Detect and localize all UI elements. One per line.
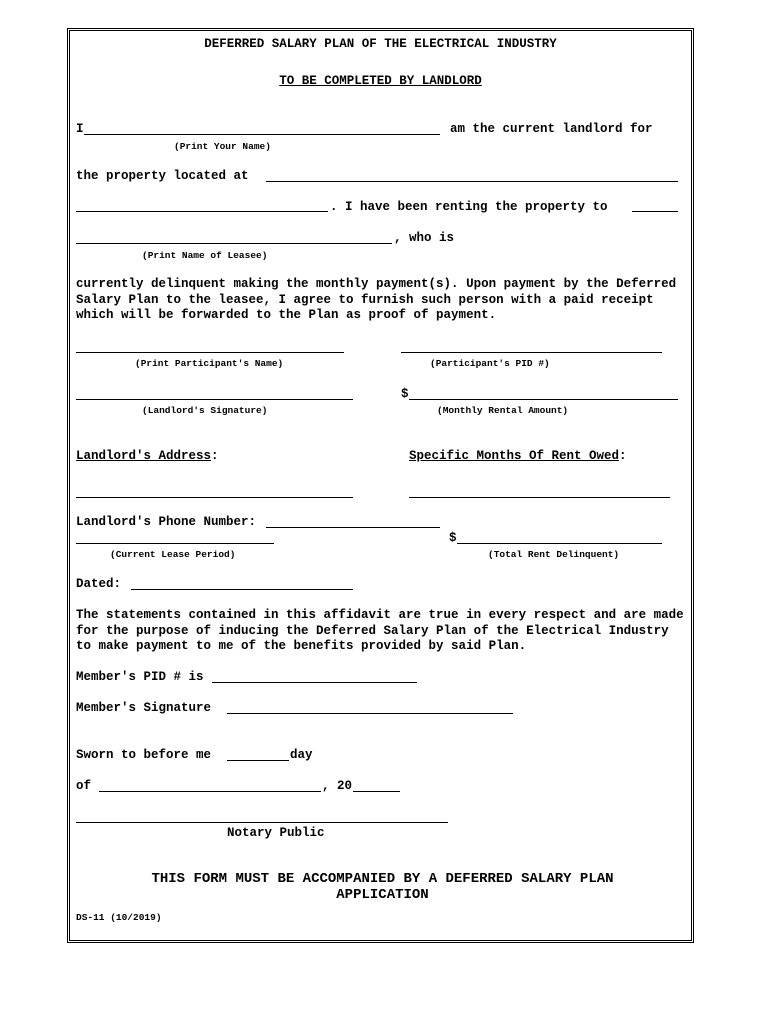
member-signature-field[interactable] — [227, 713, 513, 714]
member-signature-label: Member's Signature — [76, 701, 212, 715]
landlord-phone-label: Landlord's Phone Number: — [76, 515, 257, 529]
form-id: DS-11 (10/2019) — [76, 912, 162, 923]
participant-pid-label: (Participant's PID #) — [430, 358, 550, 369]
address-colon: : — [211, 449, 219, 463]
print-lessee-label: (Print Name of Leasee) — [142, 250, 268, 261]
monthly-rental-label: (Monthly Rental Amount) — [437, 405, 569, 416]
landlord-address-field[interactable] — [76, 497, 353, 498]
affidavit-paragraph: The statements contained in this affidavit are true in every respect and are made for the purpose of inducing the Deferred Salary Plan of the Electrical Industry to make payment to me of the benefits provided by said Plan. — [76, 608, 684, 653]
total-dollar-sign: $ — [449, 531, 457, 545]
of-label: of — [76, 779, 92, 793]
landlord-name-field[interactable] — [84, 134, 440, 135]
dated-label: Dated: — [76, 577, 122, 591]
sworn-day-field[interactable] — [227, 760, 289, 761]
participant-name-field[interactable] — [76, 352, 344, 353]
renting-text: . I have been renting the property to — [330, 200, 608, 214]
form-title: DEFERRED SALARY PLAN OF THE ELECTRICAL INDUSTRY — [204, 37, 557, 51]
notary-signature-field[interactable] — [76, 822, 448, 823]
print-your-name-label: (Print Your Name) — [174, 141, 271, 152]
lessee-name-field[interactable] — [76, 243, 392, 244]
landlord-signature-label: (Landlord's Signature) — [142, 405, 268, 416]
months-owed-label: Specific Months Of Rent Owed — [409, 449, 620, 463]
property-address-field[interactable] — [266, 181, 678, 182]
monthly-dollar-sign: $ — [401, 387, 409, 401]
participant-name-label: (Print Participant's Name) — [135, 358, 284, 369]
lease-period-label: (Current Lease Period) — [110, 549, 236, 560]
landlord-phone-field[interactable] — [266, 527, 440, 528]
renting-to-field[interactable] — [632, 211, 678, 212]
form-subtitle: TO BE COMPLETED BY LANDLORD — [279, 74, 482, 88]
dated-field[interactable] — [131, 589, 353, 590]
total-delinquent-label: (Total Rent Delinquent) — [488, 549, 620, 560]
months-owed-field[interactable] — [409, 497, 670, 498]
current-landlord-text: am the current landlord for — [450, 122, 653, 136]
landlord-signature-field[interactable] — [76, 399, 353, 400]
delinquent-paragraph: currently delinquent making the monthly payment(s). Upon payment by the Deferred Salary Plan to the leasee, I agree to furnish such person with a paid receipt which will be forwarded to the Plan as proof of payment. — [76, 277, 677, 322]
months-colon: : — [619, 449, 627, 463]
day-label: day — [290, 748, 313, 762]
i-label: I — [76, 122, 84, 136]
form-border — [67, 28, 694, 943]
property-address-field-2[interactable] — [76, 211, 328, 212]
lease-period-field[interactable] — [76, 543, 274, 544]
sworn-year-field[interactable] — [353, 791, 400, 792]
member-pid-label: Member's PID # is — [76, 670, 204, 684]
sworn-month-field[interactable] — [99, 791, 321, 792]
year-prefix: , 20 — [322, 779, 353, 793]
who-is-text: , who is — [394, 231, 455, 245]
member-pid-field[interactable] — [212, 682, 417, 683]
accompanied-notice: THIS FORM MUST BE ACCOMPANIED BY A DEFERRED SALARY PLAN APPLICATION — [151, 871, 614, 903]
sworn-label: Sworn to before me — [76, 748, 212, 762]
landlord-address-label: Landlord's Address — [76, 449, 212, 463]
property-located-label: the property located at — [76, 169, 249, 183]
notary-public-label: Notary Public — [227, 826, 325, 840]
participant-pid-field[interactable] — [401, 352, 662, 353]
monthly-rental-field[interactable] — [409, 399, 678, 400]
total-delinquent-field[interactable] — [457, 543, 662, 544]
